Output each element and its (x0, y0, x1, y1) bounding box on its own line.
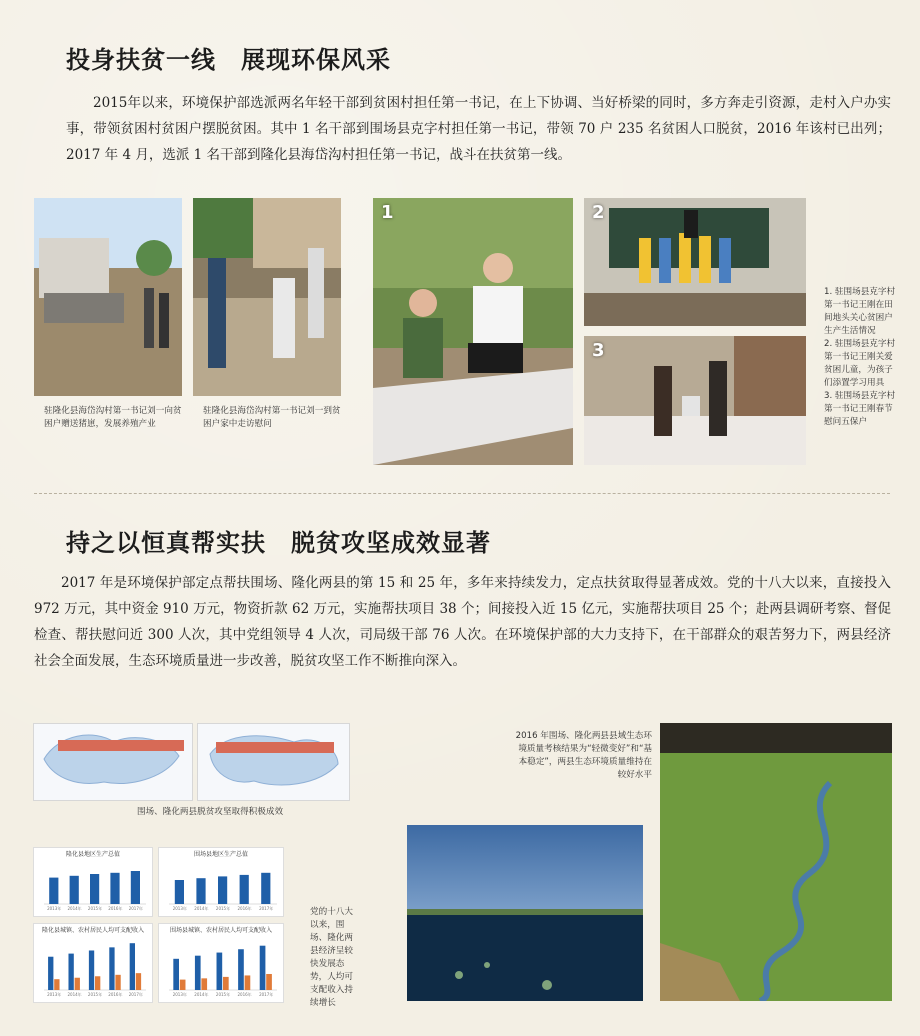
chart-bar (261, 873, 270, 904)
chart-tick-label: 2014年 (67, 992, 82, 997)
chart-bar (109, 947, 114, 990)
chart-tile-3 (33, 923, 153, 1003)
eco-caption: 2016 年围场、隆化两县县域生态环境质量考核结果为“轻微变好”和“基本稳定”，两县生态环境质量维持在较好水平 (515, 731, 652, 780)
chart-bar (115, 975, 120, 990)
section1-paragraph: 2015年以来，环境保护部选派两名年轻干部到贫困村担任第一书记，在上下协调、当好桥梁的同时，多方奔走引资源，走村入户办实事，带领贫困村贫困户摆脱贫困。其中 1 名干部到围场县克字村担任第一书记，带领 70 户 235 名贫困人口脱贫，2016 年该村已出列；2017 年 4 月，选派 1 名干部到隆化县海岱沟村担任第一书记，战斗在扶贫第一线。 (66, 95, 891, 163)
photo-number-3: 3 (592, 340, 605, 361)
chart-bar (240, 875, 249, 904)
chart-tile-1 (33, 847, 153, 917)
chart-tick-label: 2013年 (172, 906, 187, 911)
chart-tick-label: 2014年 (67, 906, 82, 911)
chart-caption: 党的十八大以来，围场、隆化两县经济呈较快发展态势，人均可支配收入持续增长 (310, 907, 353, 1008)
photo-classroom-2 (584, 198, 806, 326)
chart-tick-label: 2017年 (128, 992, 143, 997)
section1-title: 投身扶贫一线 展现环保风采 (66, 46, 391, 74)
photo-pig-donation (34, 198, 182, 396)
chart-bar (260, 946, 266, 990)
map-weichang (197, 723, 350, 801)
chart-bar (90, 874, 99, 904)
chart-bar (175, 880, 184, 904)
chart-bar (223, 977, 229, 990)
chart-bar (245, 975, 251, 990)
chart-tick-label: 2016年 (108, 906, 123, 911)
chart-bar (49, 878, 58, 904)
chart-tick-label: 2013年 (47, 992, 62, 997)
photo-field-1 (373, 198, 573, 465)
photo-lake (407, 825, 643, 1001)
chart-title: 围场县城镇、农村居民人均可支配收入 (169, 927, 273, 934)
chart-tick-label: 2013年 (172, 992, 187, 997)
section2-title: 持之以恒真帮实扶 脱贫攻坚成效显著 (66, 529, 491, 557)
chart-tick-label: 2017年 (128, 906, 143, 911)
map-caption: 围场、隆化两县脱贫攻坚取得积极成效 (136, 807, 284, 817)
chart-bar (218, 876, 227, 904)
chart-bar (195, 956, 201, 990)
chart-bar (110, 873, 119, 904)
caption-left2: 驻隆化县海岱沟村第一书记刘一到贫困户家中走访慰问 (203, 406, 341, 429)
chart-tick-label: 2013年 (47, 906, 62, 911)
chart-tick-label: 2015年 (87, 992, 103, 997)
chart-bar (196, 878, 205, 904)
chart-bar (136, 973, 141, 990)
side-caption: 1. 驻围场县克字村第一书记王刚在田间地头关心贫困户生产生活情况 2. 驻围场县克字村第一书记王刚关爱贫困儿童，为孩子们添置学习用具 3. 驻围场县克字村第一书记王刚春节慰问五保户 (824, 287, 896, 427)
chart-bar (54, 979, 59, 990)
photo-meadow (660, 723, 892, 1001)
map-longhua (33, 723, 193, 801)
chart-bar (180, 980, 186, 990)
chart-title: 围场县地区生产总值 (193, 851, 249, 858)
chart-tick-label: 2015年 (215, 992, 231, 997)
section-divider (34, 493, 890, 494)
photo-home-visit (193, 198, 341, 396)
section2-paragraph: 2017 年是环境保护部定点帮扶围场、隆化两县的第 15 和 25 年，多年来持续发力，定点扶贫取得显著成效。党的十八大以来，直接投入 972 万元，其中资金 910 万元，物资折款 62 万元，实施帮扶项目 38 个；间接投入近 15 亿元，实施帮扶项目 25 个；赴两县调研考察、督促检查、帮扶慰问近 300 人次，其中党组领导 4 人次，司局级干部 76 人次。在环境保护部的大力支持下，在干部群众的艰苦努力下，两县经济社会全面发展，生态环境质量进一步改善，脱贫攻坚工作不断推向深入。 (34, 575, 891, 669)
photo-number-1: 1 (381, 202, 394, 223)
chart-tick-label: 2016年 (237, 992, 252, 997)
chart-title: 隆化县城镇、农村居民人均可支配收入 (41, 927, 145, 934)
photo-number-2: 2 (592, 202, 605, 223)
chart-bar (266, 974, 272, 990)
chart-title: 隆化县地区生产总值 (65, 851, 121, 858)
chart-bar (48, 957, 53, 990)
chart-bar (238, 949, 244, 990)
chart-tick-label: 2014年 (194, 992, 209, 997)
chart-bar (95, 976, 100, 990)
chart-tile-4 (158, 923, 284, 1003)
chart-tick-label: 2017年 (259, 906, 274, 911)
chart-bar (75, 978, 80, 990)
chart-bar (89, 950, 94, 990)
chart-bar (130, 943, 135, 990)
chart-tick-label: 2015年 (87, 906, 103, 911)
chart-tick-label: 2015年 (215, 906, 231, 911)
chart-tick-label: 2014年 (194, 906, 209, 911)
chart-tick-label: 2016年 (108, 992, 123, 997)
chart-bar (68, 954, 73, 990)
chart-bar (173, 959, 179, 990)
caption-left1: 驻隆化县海岱沟村第一书记刘一向贫困户赠送猪崽，发展养殖产业 (44, 406, 182, 429)
chart-tile-2 (158, 847, 284, 917)
chart-bar (201, 978, 207, 990)
photo-visit-3 (584, 336, 806, 465)
chart-tick-label: 2016年 (237, 906, 252, 911)
chart-tick-label: 2017年 (259, 992, 274, 997)
chart-bar (70, 876, 79, 904)
chart-bar (217, 953, 223, 990)
chart-bar (131, 871, 140, 904)
